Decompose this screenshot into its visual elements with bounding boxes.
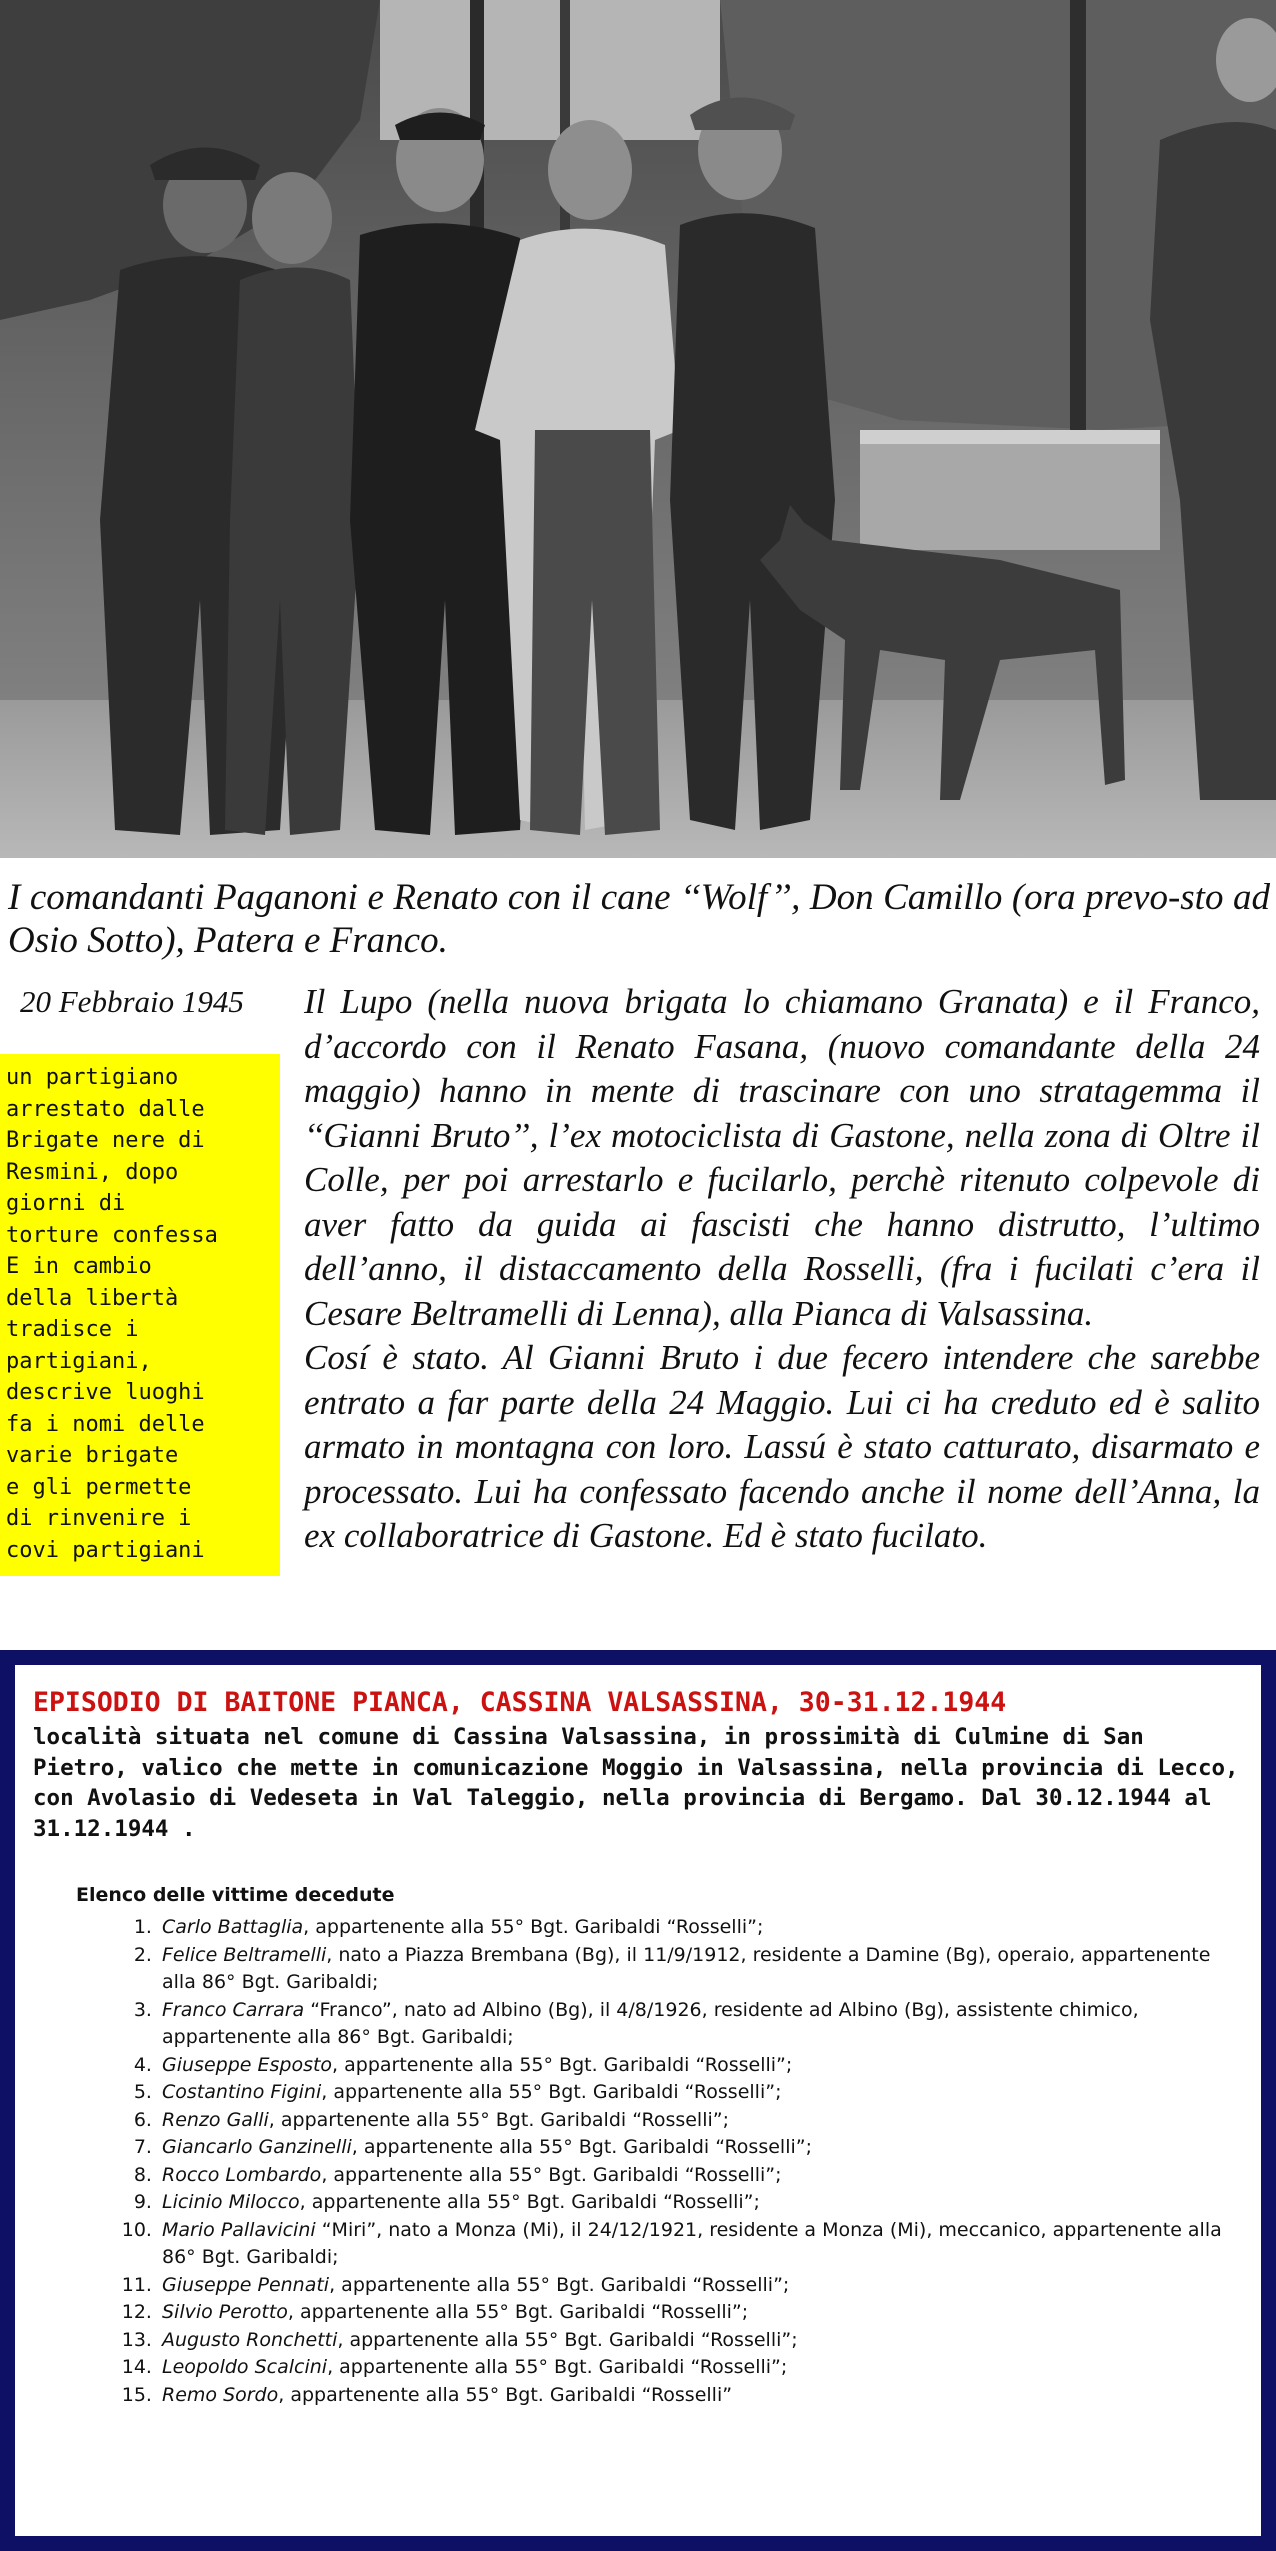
episode-description: località situata nel comune di Cassina Valsassina, in prossimità di Culmine di San Pietro, valico che mette in comunicazione Moggio in Valsassina, nella provincia di Lecco, con Avolasio di Vedeseta in Val Taleggio, nella provincia di Bergamo. Dal 30.12.1944 al 31.12.1944 . (33, 1724, 1239, 1842)
victim-detail: , appartenente alla 55° Bgt. Garibaldi “Rosselli”; (268, 2108, 730, 2131)
victim-detail: “Franco”, nato ad Albino (Bg), il 4/8/1926, residente ad Albino (Bg), assistente chimico, appartenente alla 86° Bgt. Garibaldi; (162, 1998, 1139, 2048)
victim-detail: , appartenente alla 55° Bgt. Garibaldi “Rosselli”; (329, 2273, 790, 2296)
victim-detail: , appartenente alla 55° Bgt. Garibaldi “Rosselli”; (327, 2356, 788, 2378)
victim-item (158, 2107, 1236, 2135)
victim-detail: , appartenente alla 55° Bgt. Garibaldi “Rosselli”; (332, 2053, 793, 2076)
victim-name: Licinio Milocco (162, 2191, 300, 2213)
yellow-annotation: un partigiano arrestato dalle Brigate nere di Resmini, dopo giorni di torture confessa E in cambio della libertà tradisce i partigiani, descrive luoghi fa i nomi delle varie brigate e gli permette di rinvenire i covi partigiani (0, 1054, 280, 1576)
victim-item (158, 1997, 1236, 2052)
victim-item (158, 2217, 1236, 2272)
victim-name: Carlo Battaglia (162, 1916, 304, 1938)
episode-title: EPISODIO DI BAITONE PIANCA, CASSINA VALSASSINA, 30-31.12.1944 (33, 1687, 1007, 1718)
victim-name: Silvio Perotto (162, 2301, 288, 2323)
victim-detail: , appartenente alla 55° Bgt. Garibaldi “Rosselli”; (321, 2163, 782, 2186)
victim-item (158, 2189, 1236, 2217)
victim-detail: “Miri”, nato a Monza (Mi), il 24/12/1921, residente a Monza (Mi), meccanico, appartenente alla 86° Bgt. Garibaldi; (162, 2218, 1222, 2268)
victim-item (158, 2382, 1236, 2410)
photo-caption: I comandanti Paganoni e Renato con il cane ‘‘Wolf’’, Don Camillo (ora prevo-sto ad Osio Sotto), Patera e Franco. (8, 877, 1270, 961)
victim-name: Augusto Ronchetti (162, 2328, 338, 2351)
victim-item (158, 2052, 1236, 2080)
entry-date: 20 Febbraio 1945 (20, 984, 244, 1019)
victim-detail: , appartenente alla 55° Bgt. Garibaldi “Rosselli”; (303, 1916, 764, 1938)
partisans-photo (0, 0, 1276, 858)
victim-item (158, 2299, 1236, 2327)
episode-panel (15, 1665, 1261, 2536)
victim-name: Giuseppe Pennati (162, 2273, 330, 2296)
victim-name: Felice Beltramelli (162, 1943, 327, 1966)
victim-detail: , nato a Piazza Brembana (Bg), il 11/9/1912, residente a Damine (Bg), operaio, appartenente alla 86° Bgt. Garibaldi; (162, 1943, 1211, 1993)
victim-detail: , appartenente alla 55° Bgt. Garibaldi “Rosselli”; (299, 2191, 760, 2213)
diary-text (304, 980, 1260, 1559)
victim-name: Renzo Galli (162, 2108, 269, 2131)
victims-section (76, 1884, 1236, 2409)
diary-paragraph: Cosí è stato. Al Gianni Bruto i due fecero intendere che sarebbe entrato a far parte della 24 Maggio. Lui ci ha creduto ed è salito armato in montagna con loro. Lassú è stato catturato, disarmato e processato. Lui ha confessato facendo anche il nome dell’Anna, la ex collaboratrice di Gastone. Ed è stato fucilato. (304, 1338, 1260, 1555)
victim-item (158, 2079, 1236, 2107)
victim-name: Franco Carrara (162, 1998, 305, 2021)
episode-frame (0, 1650, 1276, 2551)
victim-item (158, 2162, 1236, 2190)
victim-name: Remo Sordo (162, 2383, 279, 2406)
victim-name: Giuseppe Esposto (162, 2053, 333, 2076)
victim-item (158, 2272, 1236, 2300)
victim-item (158, 1914, 1236, 1942)
victim-detail: , appartenente alla 55° Bgt. Garibaldi “Rosselli”; (287, 2301, 749, 2323)
victim-item (158, 2327, 1236, 2355)
victim-name: Leopoldo Scalcini (162, 2356, 328, 2378)
victim-item (158, 1942, 1236, 1997)
victim-detail: , appartenente alla 55° Bgt. Garibaldi “Rosselli”; (337, 2328, 798, 2351)
victim-name: Giancarlo Ganzinelli (162, 2136, 352, 2158)
victim-detail: , appartenente alla 55° Bgt. Garibaldi “Rosselli”; (321, 2081, 782, 2103)
victim-item (158, 2134, 1236, 2162)
diary-paragraph: Il Lupo (nella nuova brigata lo chiamano Granata) e il Franco, d’accordo con il Renato Fasana, (nuovo comandante della 24 maggio) hanno in mente di trascinare con uno stratagemma il ‘‘Gianni Bruto’’, l’ex motociclista di Gastone, nella zona di Oltre il Colle, per poi arrestarlo e fucilarlo, perchè ritenuto colpevole di aver fatto da guida ai fascisti che hanno distrutto, l’ultimo dell’anno, il distaccamento della Rosselli, (fra i fucilati c’era il Cesare Beltramelli di Lenna), alla Pianca di Valsassina. (304, 982, 1260, 1333)
victim-detail: , appartenente alla 55° Bgt. Garibaldi “Rosselli” (278, 2383, 733, 2406)
photo-scene (0, 0, 1276, 858)
victim-name: Mario Pallavicini (162, 2218, 316, 2241)
victim-name: Costantino Figini (162, 2081, 322, 2103)
victim-item (158, 2354, 1236, 2382)
victims-list (76, 1914, 1236, 2409)
victims-heading: Elenco delle vittime decedute (76, 1884, 395, 1906)
victim-detail: , appartenente alla 55° Bgt. Garibaldi “Rosselli”; (351, 2136, 812, 2158)
victim-name: Rocco Lombardo (162, 2163, 322, 2186)
